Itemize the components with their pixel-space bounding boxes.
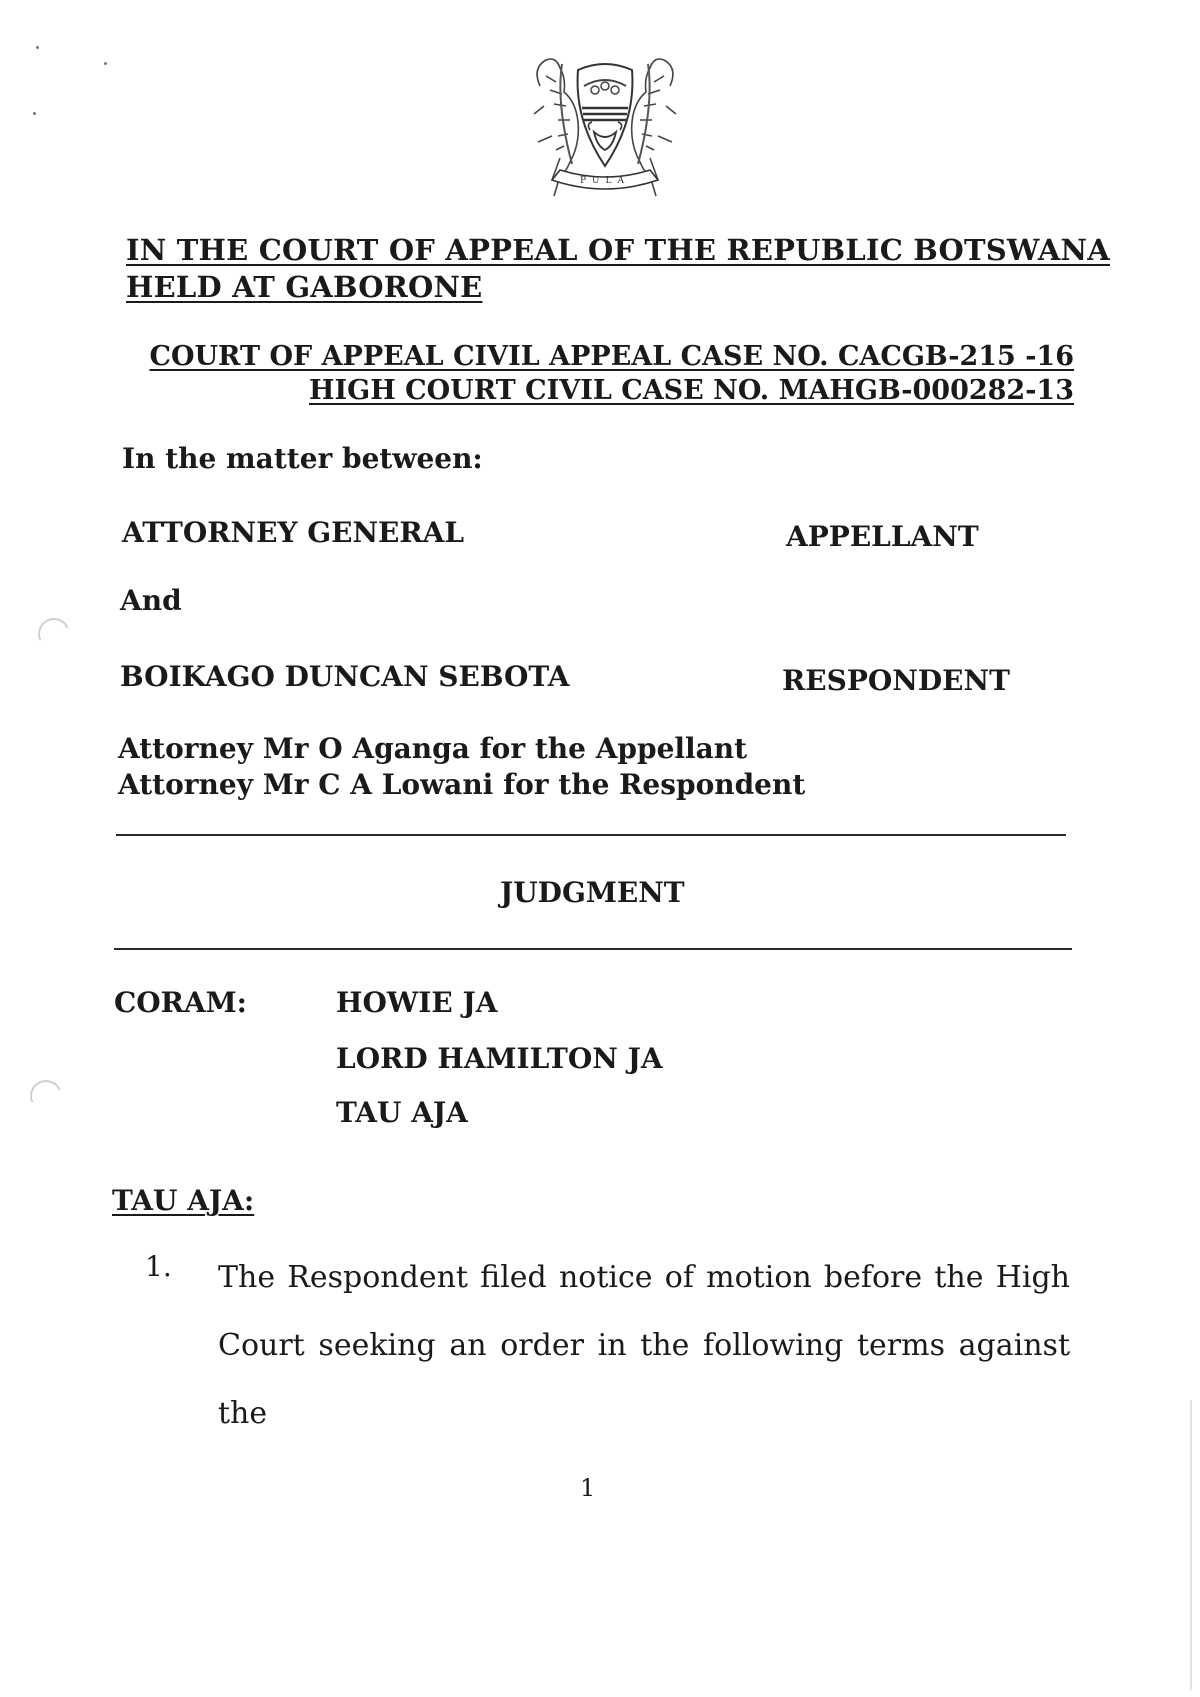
scan-speck [104,62,107,65]
paragraph-body [218,1244,1070,1448]
appeal-case-number: COURT OF APPEAL CIVIL APPEAL CASE NO. CACGB-215 -16 [149,341,1074,372]
svg-text:PULA: PULA [580,176,630,186]
divider-top [116,834,1066,836]
paragraph-number: 1. [145,1250,172,1283]
appellant-name: ATTORNEY GENERAL [122,516,465,549]
coram-judge: LORD HAMILTON JA [336,1042,663,1075]
coram-judge: TAU AJA [336,1096,468,1129]
scan-edge-shadow [1190,1400,1192,1690]
botswana-coat-of-arms-icon [500,46,710,206]
respondent-counsel: Attorney Mr C A Lowani for the Respondent [118,768,806,801]
court-heading [126,232,1110,306]
parties-conjunction: And [120,584,182,617]
court-heading-line-2: HELD AT GABORONE [126,270,483,304]
document-type-heading: JUDGMENT [500,876,685,909]
coram-judge: HOWIE JA [336,986,498,1019]
punch-hole-mark [25,1075,66,1116]
judgment-author: TAU AJA: [112,1184,255,1217]
scan-speck [36,46,39,49]
scan-speck [33,112,36,115]
divider-bottom [114,948,1072,950]
case-numbers [150,340,1075,408]
parties-intro: In the matter between: [122,442,483,475]
court-heading-line-1: IN THE COURT OF APPEAL OF THE REPUBLIC BOTSWANA [126,233,1110,267]
respondent-role: RESPONDENT [782,664,1010,697]
paragraph-line: The Respondent filed notice of motion before the High [218,1260,1070,1295]
appellant-counsel: Attorney Mr O Aganga for the Appellant [118,732,748,765]
coram-label: CORAM: [114,986,247,1019]
appellant-role: APPELLANT [786,520,979,553]
paragraph-line: Court seeking an order in the following terms against the [218,1328,1070,1431]
page-number: 1 [580,1474,596,1502]
high-court-case-number: HIGH COURT CIVIL CASE NO. MAHGB-000282-13 [309,375,1074,406]
respondent-name: BOIKAGO DUNCAN SEBOTA [120,660,570,693]
punch-hole-mark [33,613,74,654]
